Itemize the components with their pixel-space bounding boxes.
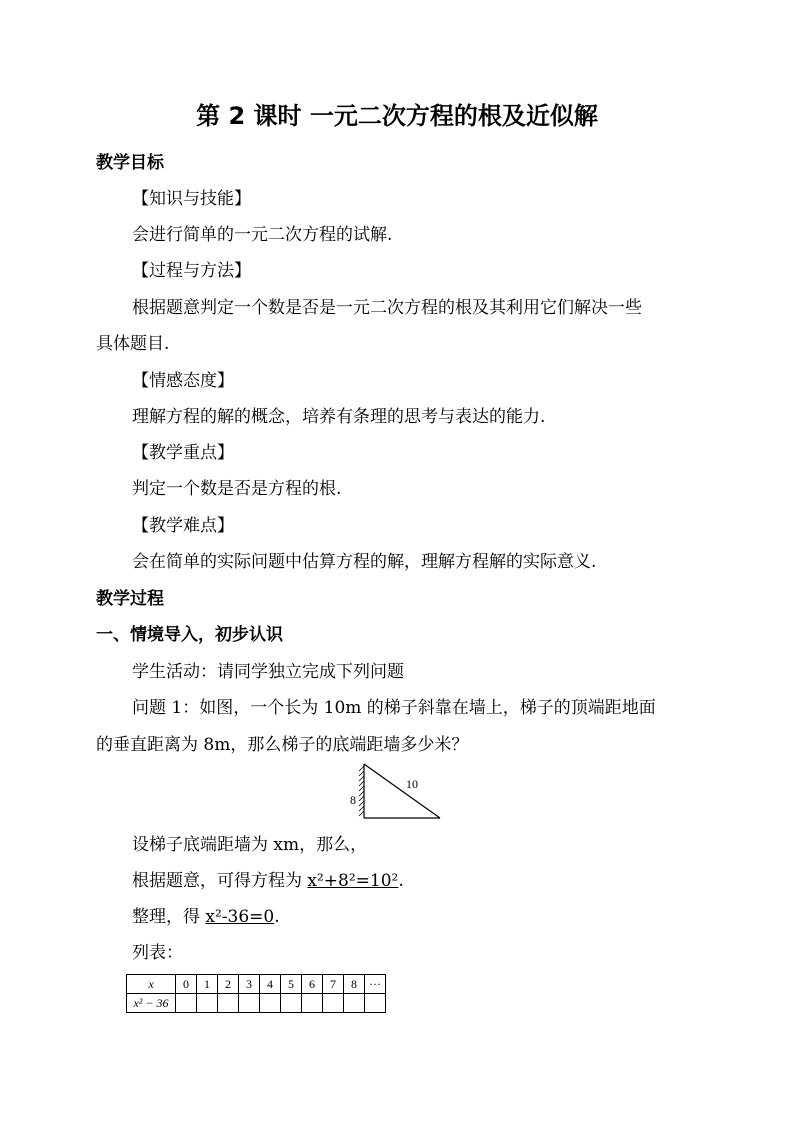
difficulty-text: 会在简单的实际问题中估算方程的解，理解方程解的实际意义. [132,552,597,572]
table-cell-empty [323,994,344,1013]
equation-suffix: . [398,871,404,891]
table-cell: 1 [197,975,218,994]
table-cell-empty [218,994,239,1013]
knowledge-heading: 【知识与技能】 [132,189,251,209]
table-cell-empty [302,994,323,1013]
value-table [126,974,386,1013]
simplify-prefix: 整理，得 [132,907,206,927]
table-cell-empty [197,994,218,1013]
process-text-2: 具体题目. [96,334,170,354]
difficulty-heading: 【教学难点】 [132,516,234,536]
emotion-heading: 【情感态度】 [132,371,234,391]
objectives-heading: 教学目标 [96,153,164,173]
table-cell: 3 [239,975,260,994]
emotion-text: 理解方程的解的概念，培养有条理的思考与表达的能力. [132,407,546,427]
let-text: 设梯子底端距墙为 xm，那么， [132,835,368,855]
student-activity: 学生活动：请同学独立完成下列问题 [132,662,404,682]
ladder-figure [340,758,450,824]
simplify-line [132,902,280,927]
process-section-heading: 教学过程 [96,589,164,609]
keypoint-heading: 【教学重点】 [132,443,234,463]
process-heading: 【过程与方法】 [132,261,251,281]
table-cell-empty [260,994,281,1013]
table-cell: 7 [323,975,344,994]
equation: x²+8²=10² [307,871,399,891]
table-cell-empty [176,994,197,1013]
table-header-x: x [127,975,176,994]
part1-heading: 一、情境导入，初步认识 [96,625,283,645]
keypoint-text: 判定一个数是否是方程的根. [132,479,342,499]
simplified-equation: x²-36=0 [205,907,275,927]
process-text-1: 根据题意判定一个数是否是一元二次方程的根及其利用它们解决一些 [132,298,642,318]
table-cell: ··· [365,975,386,994]
wall-hatching [359,766,364,816]
table-row [127,975,386,994]
equation-line [132,866,404,891]
table-cell: 2 [218,975,239,994]
height-label: 8 [350,793,356,807]
problem1-line1: 问题 1：如图，一个长为 10m 的梯子斜靠在墙上，梯子的顶端距地面 [132,698,656,718]
table-cell-empty [281,994,302,1013]
equation-prefix: 根据题意，可得方程为 [132,871,308,891]
problem1-line2: 的垂直距离为 8m，那么梯子的底端距墙多少米？ [96,735,469,755]
page-title: 第 2 课时 一元二次方程的根及近似解 [196,102,598,130]
table-cell: 8 [344,975,365,994]
knowledge-text: 会进行简单的一元二次方程的试解. [132,225,393,245]
table-cell: 5 [281,975,302,994]
table-cell: 4 [260,975,281,994]
table-cell-empty [365,994,386,1013]
hypotenuse-label: 10 [406,777,418,791]
simplify-suffix: . [274,907,280,927]
table-header-expr: x² − 36 [127,994,176,1013]
list-label: 列表： [132,943,183,963]
table-cell-empty [239,994,260,1013]
table-cell: 0 [176,975,197,994]
table-cell-empty [344,994,365,1013]
table-row [127,994,386,1013]
table-cell: 6 [302,975,323,994]
